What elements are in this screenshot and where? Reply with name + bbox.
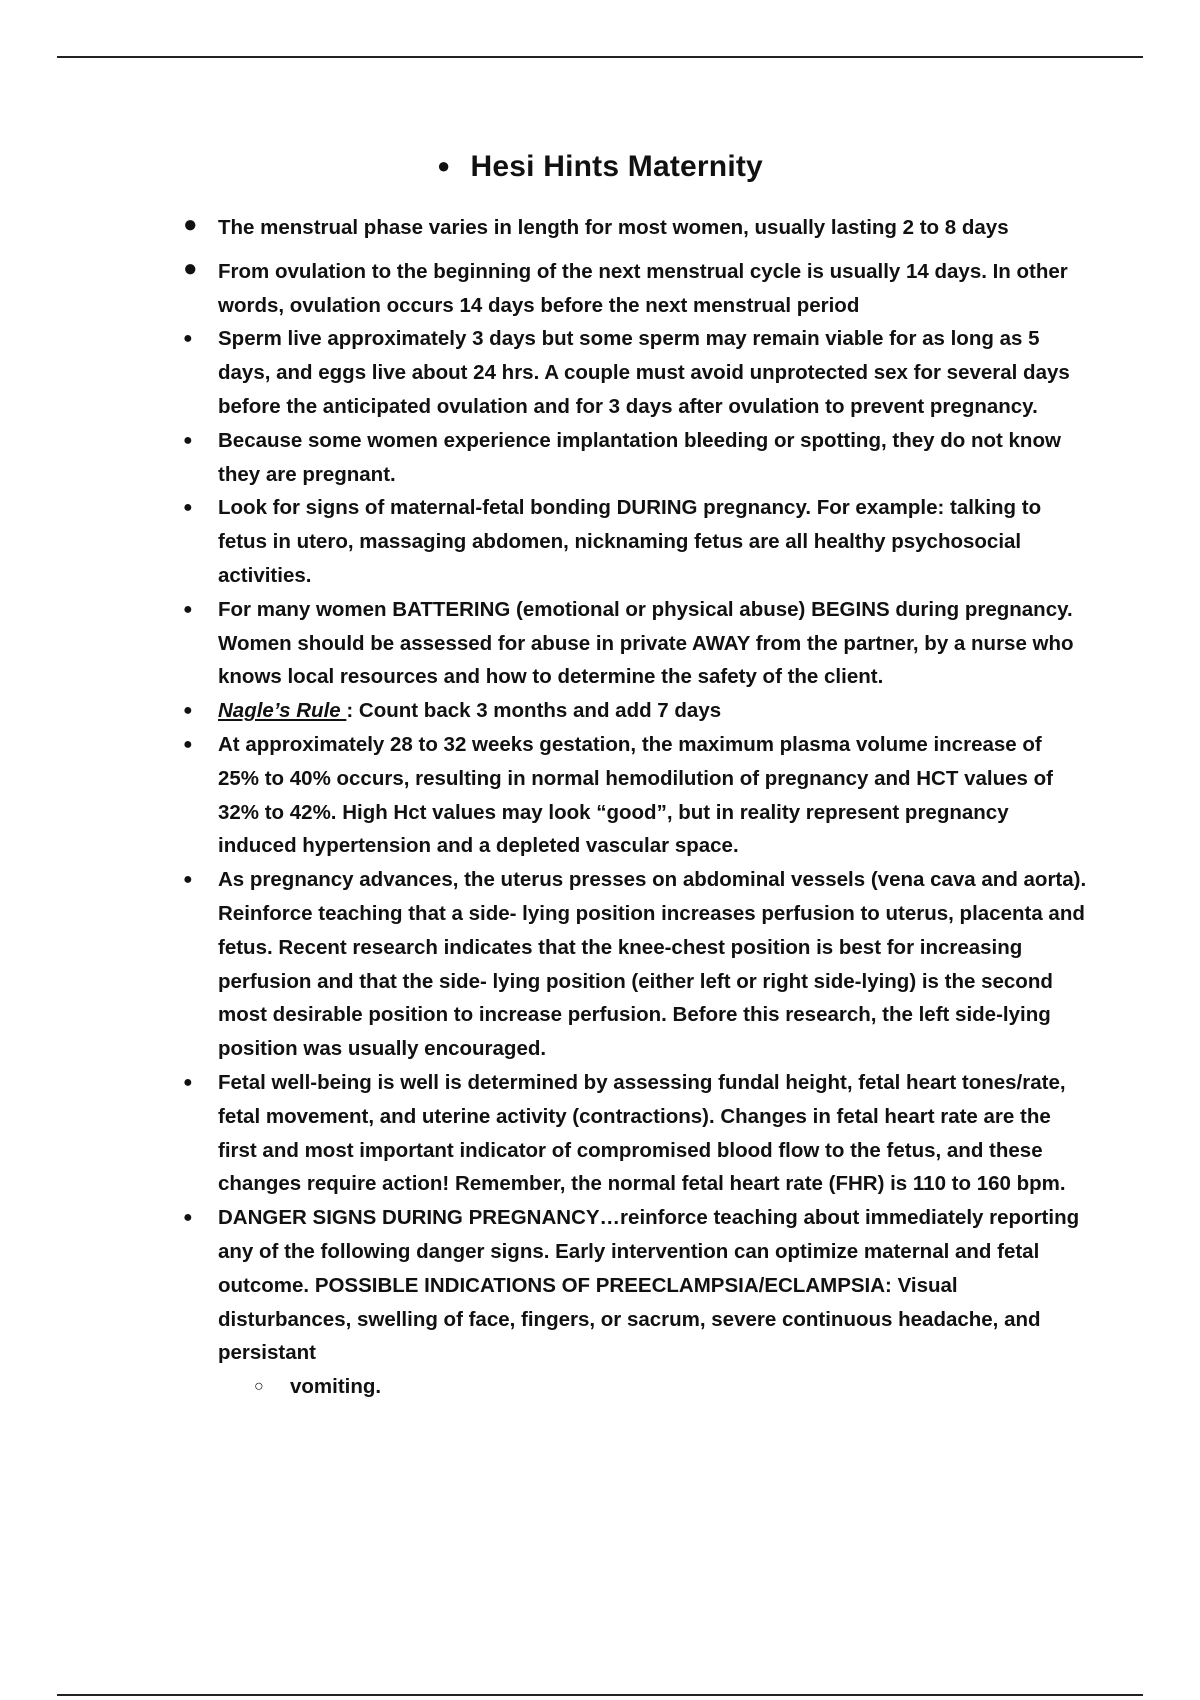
bullet-icon: ●	[183, 330, 193, 348]
top-rule	[57, 56, 1143, 58]
list-item: ● For many women BATTERING (emotional or physical abuse) BEGINS during pregnancy. Women should be assessed for abuse in private AWAY from the partner, by a nurse who knows local resources and how to determine the safety of the client.	[183, 593, 1088, 694]
list-item: ● The menstrual phase varies in length for most women, usually lasting 2 to 8 days	[183, 211, 1088, 245]
bullet-icon: ●	[183, 254, 198, 282]
list-item: ● From ovulation to the beginning of the next menstrual cycle is usually 14 days. In other words, ovulation occurs 14 days before the next menstrual period	[183, 255, 1088, 323]
bullet-icon: ●	[183, 1073, 193, 1091]
bullet-icon: ●	[183, 431, 193, 449]
bullet-icon: ●	[183, 211, 198, 238]
list-item: ● As pregnancy advances, the uterus presses on abdominal vessels (vena cava and aorta). Reinforce teaching that a side- lying position increases perfusion to uterus, placenta and fetus. Recent research indicates that the knee-chest position is best for increasing perfusion and that the side- lying position (either left or right side-lying) is the second most desirable position to increase perfusion. Before this research, the left side-lying position was usually encouraged.	[183, 863, 1088, 1066]
list-item: ● Look for signs of maternal-fetal bonding DURING pregnancy. For example: talking to fetus in utero, massaging abdomen, nicknaming fetus are all healthy psychosocial activities.	[183, 491, 1088, 592]
list-item: ● Sperm live approximately 3 days but some sperm may remain viable for as long as 5 days, and eggs live about 24 hrs. A couple must avoid unprotected sex for several days before the anticipated ovulation and for 3 days after ovulation to prevent pregnancy.	[183, 322, 1088, 423]
bullet-icon: ●	[183, 735, 193, 753]
list-item: ● Fetal well-being is well is determined by assessing fundal height, fetal heart tones/rate, fetal movement, and uterine activity (contractions). Changes in fetal heart rate are the first and most important indicator of compromised blood flow to the fetus, and these changes require action! Remember, the normal fetal heart rate (FHR) is 110 to 160 bpm.	[183, 1066, 1088, 1201]
list-item: ● Because some women experience implantation bleeding or spotting, they do not know they are pregnant.	[183, 424, 1088, 492]
title-text: Hesi Hints Maternity	[470, 150, 763, 183]
title-bullet: ●	[437, 153, 451, 178]
hints-list	[183, 211, 1088, 1404]
sub-list-item: ○ vomiting.	[218, 1370, 1088, 1404]
page-title	[0, 150, 1200, 184]
list-item: ● DANGER SIGNS DURING PREGNANCY…reinforce teaching about immediately reporting any of the following danger signs. Early intervention can optimize maternal and fetal outcome. POSSIBLE INDICATIONS OF PREECLAMPSIA/ECLAMPSIA: Visual disturbances, swelling of face, fingers, or sacrum, severe continuous headache, and persistant ○ vomiting.	[183, 1201, 1088, 1404]
bullet-icon: ●	[183, 702, 193, 720]
nagle-rule-term: Nagle’s Rule	[218, 699, 347, 723]
bullet-icon: ●	[183, 871, 193, 889]
bullet-icon: ●	[183, 499, 193, 517]
list-item-nagle-rule	[183, 694, 1088, 728]
list-item: ● At approximately 28 to 32 weeks gestation, the maximum plasma volume increase of 25% to 40% occurs, resulting in normal hemodilution of pregnancy and HCT values of 32% to 42%. High Hct values may look “good”, but in reality represent pregnancy induced hypertension and a depleted vascular space.	[183, 728, 1088, 863]
bullet-icon: ●	[183, 1209, 193, 1227]
bullet-icon: ●	[183, 600, 193, 618]
nagle-rule-text: : Count back 3 months and add 7 days	[346, 699, 722, 723]
circle-bullet-icon: ○	[254, 1378, 264, 1396]
bottom-rule	[57, 1694, 1143, 1696]
